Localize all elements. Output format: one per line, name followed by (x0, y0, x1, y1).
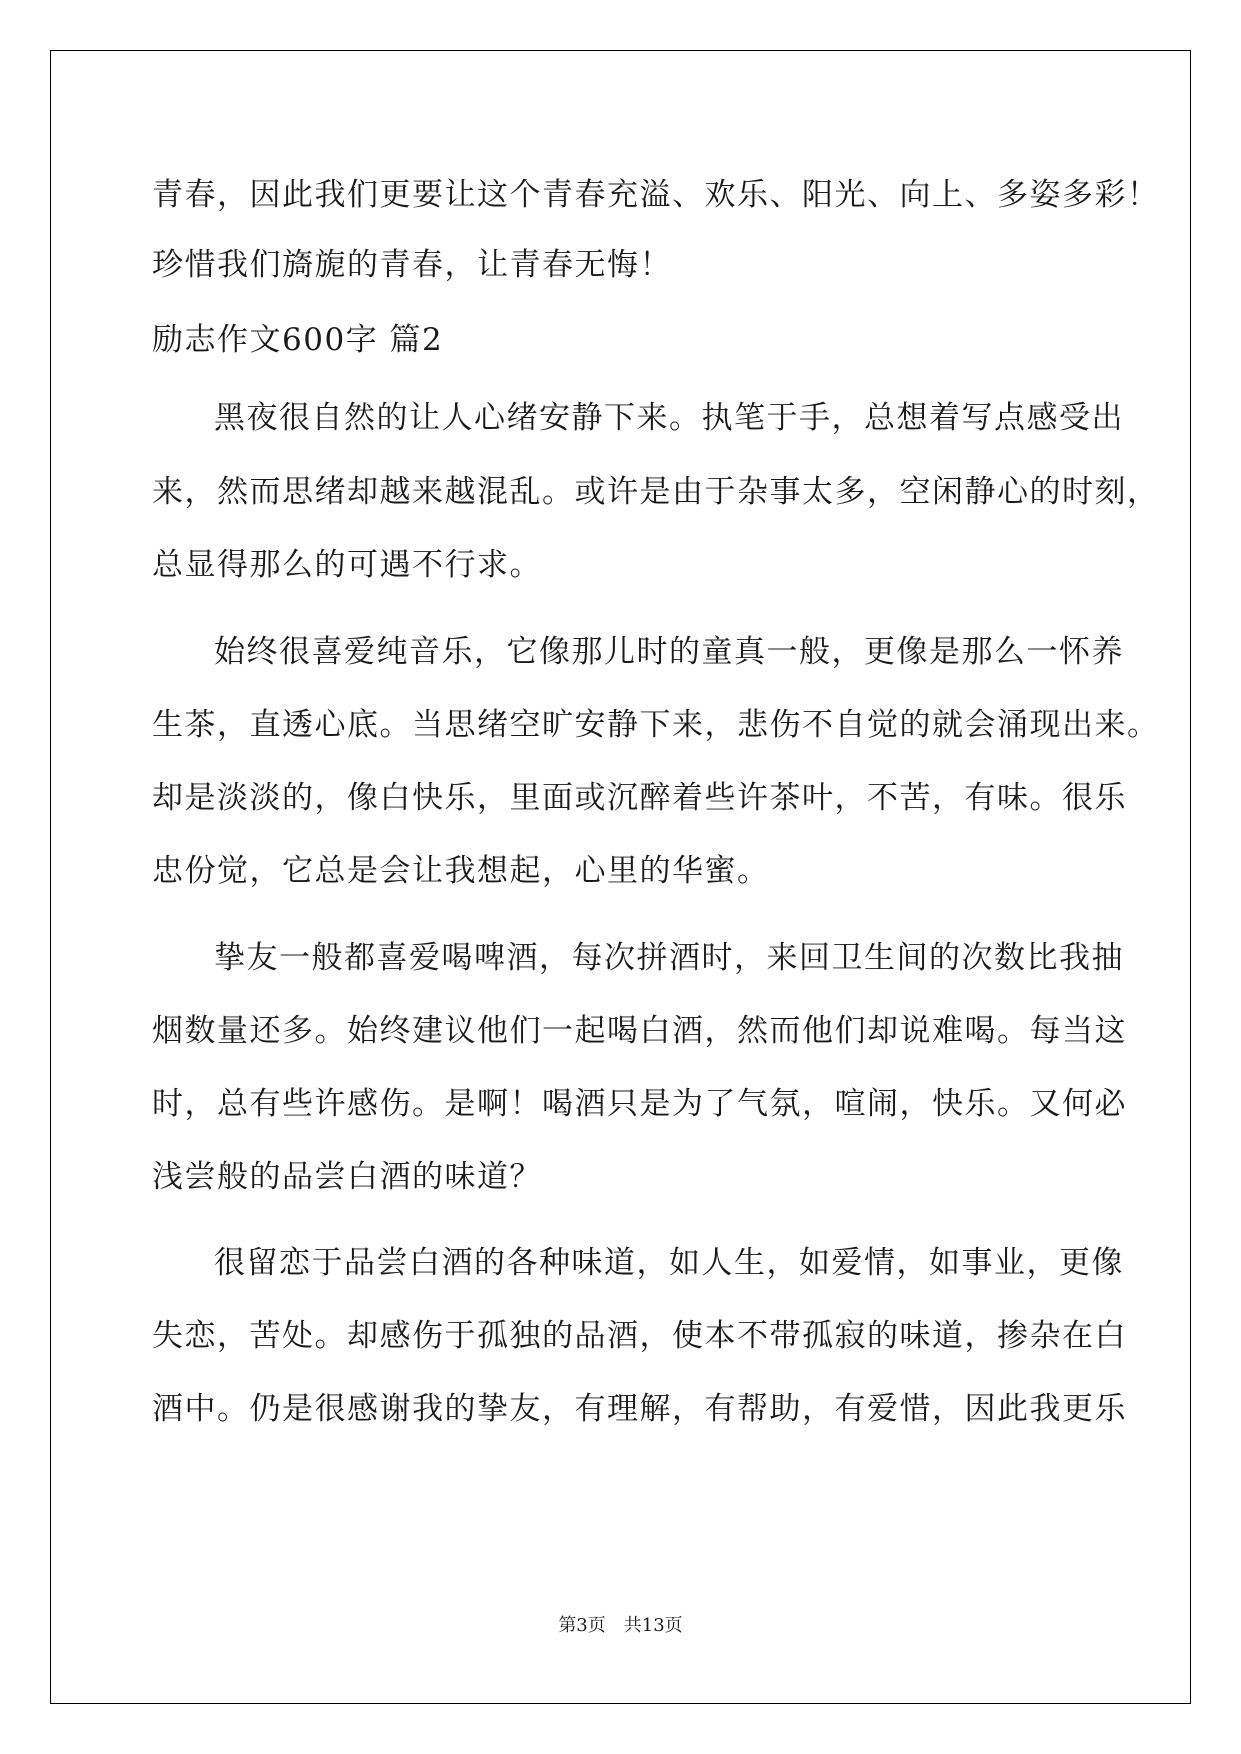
paragraph-4-line-1: 很留恋于品尝白酒的各种味道，如人生，如爱情，如事业，更像 (214, 1245, 1124, 1281)
section-heading: 励志作文600字 篇2 (152, 322, 444, 358)
paragraph-3-line-2: 烟数量还多。始终建议他们一起喝白酒，然而他们却说难喝。每当这 (152, 1013, 1127, 1049)
paragraph-1-line-1: 黑夜很自然的让人心绪安静下来。执笔于手，总想着写点感受出 (214, 400, 1124, 436)
paragraph-2-line-1: 始终很喜爱纯音乐，它像那儿时的童真一般，更像是那么一怀养 (214, 634, 1124, 670)
paragraph-1-line-2: 来，然而思绪却越来越混乱。或许是由于杂事太多，空闲静心的时刻， (152, 474, 1160, 510)
paragraph-3-line-3: 时，总有些许感伤。是啊！喝酒只是为了气氛，喧闹，快乐。又何必 (152, 1086, 1127, 1122)
paragraph-3-line-1: 挚友一般都喜爱喝啤酒，每次拼酒时，来回卫生间的次数比我抽 (214, 940, 1124, 976)
paragraph-2-line-2: 生茶，直透心底。当思绪空旷安静下来，悲伤不自觉的就会涌现出来。 (152, 707, 1160, 743)
paragraph-4-line-2: 失恋，苦处。却感伤于孤独的品酒，使本不带孤寂的味道，掺杂在白 (152, 1318, 1127, 1354)
paragraph-3-line-4: 浅尝般的品尝白酒的味道？ (152, 1159, 542, 1195)
text-line-1: 青春，因此我们更要让这个青春充溢、欢乐、阳光、向上、多姿多彩！ (152, 177, 1160, 213)
text-line-2: 珍惜我们旖旎的青春，让青春无悔！ (152, 247, 672, 283)
paragraph-4-line-3: 酒中。仍是很感谢我的挚友，有理解，有帮助，有爱惜，因此我更乐 (152, 1391, 1127, 1427)
paragraph-2-line-4: 忠份觉，它总是会让我想起，心里的华蜜。 (152, 853, 770, 889)
paragraph-2-line-3: 却是淡淡的，像白快乐，里面或沉醉着些许茶叶，不苦，有味。很乐 (152, 780, 1127, 816)
paragraph-1-line-3: 总显得那么的可遇不行求。 (152, 547, 542, 583)
page-number-footer: 第3页 共13页 (558, 1615, 683, 1636)
